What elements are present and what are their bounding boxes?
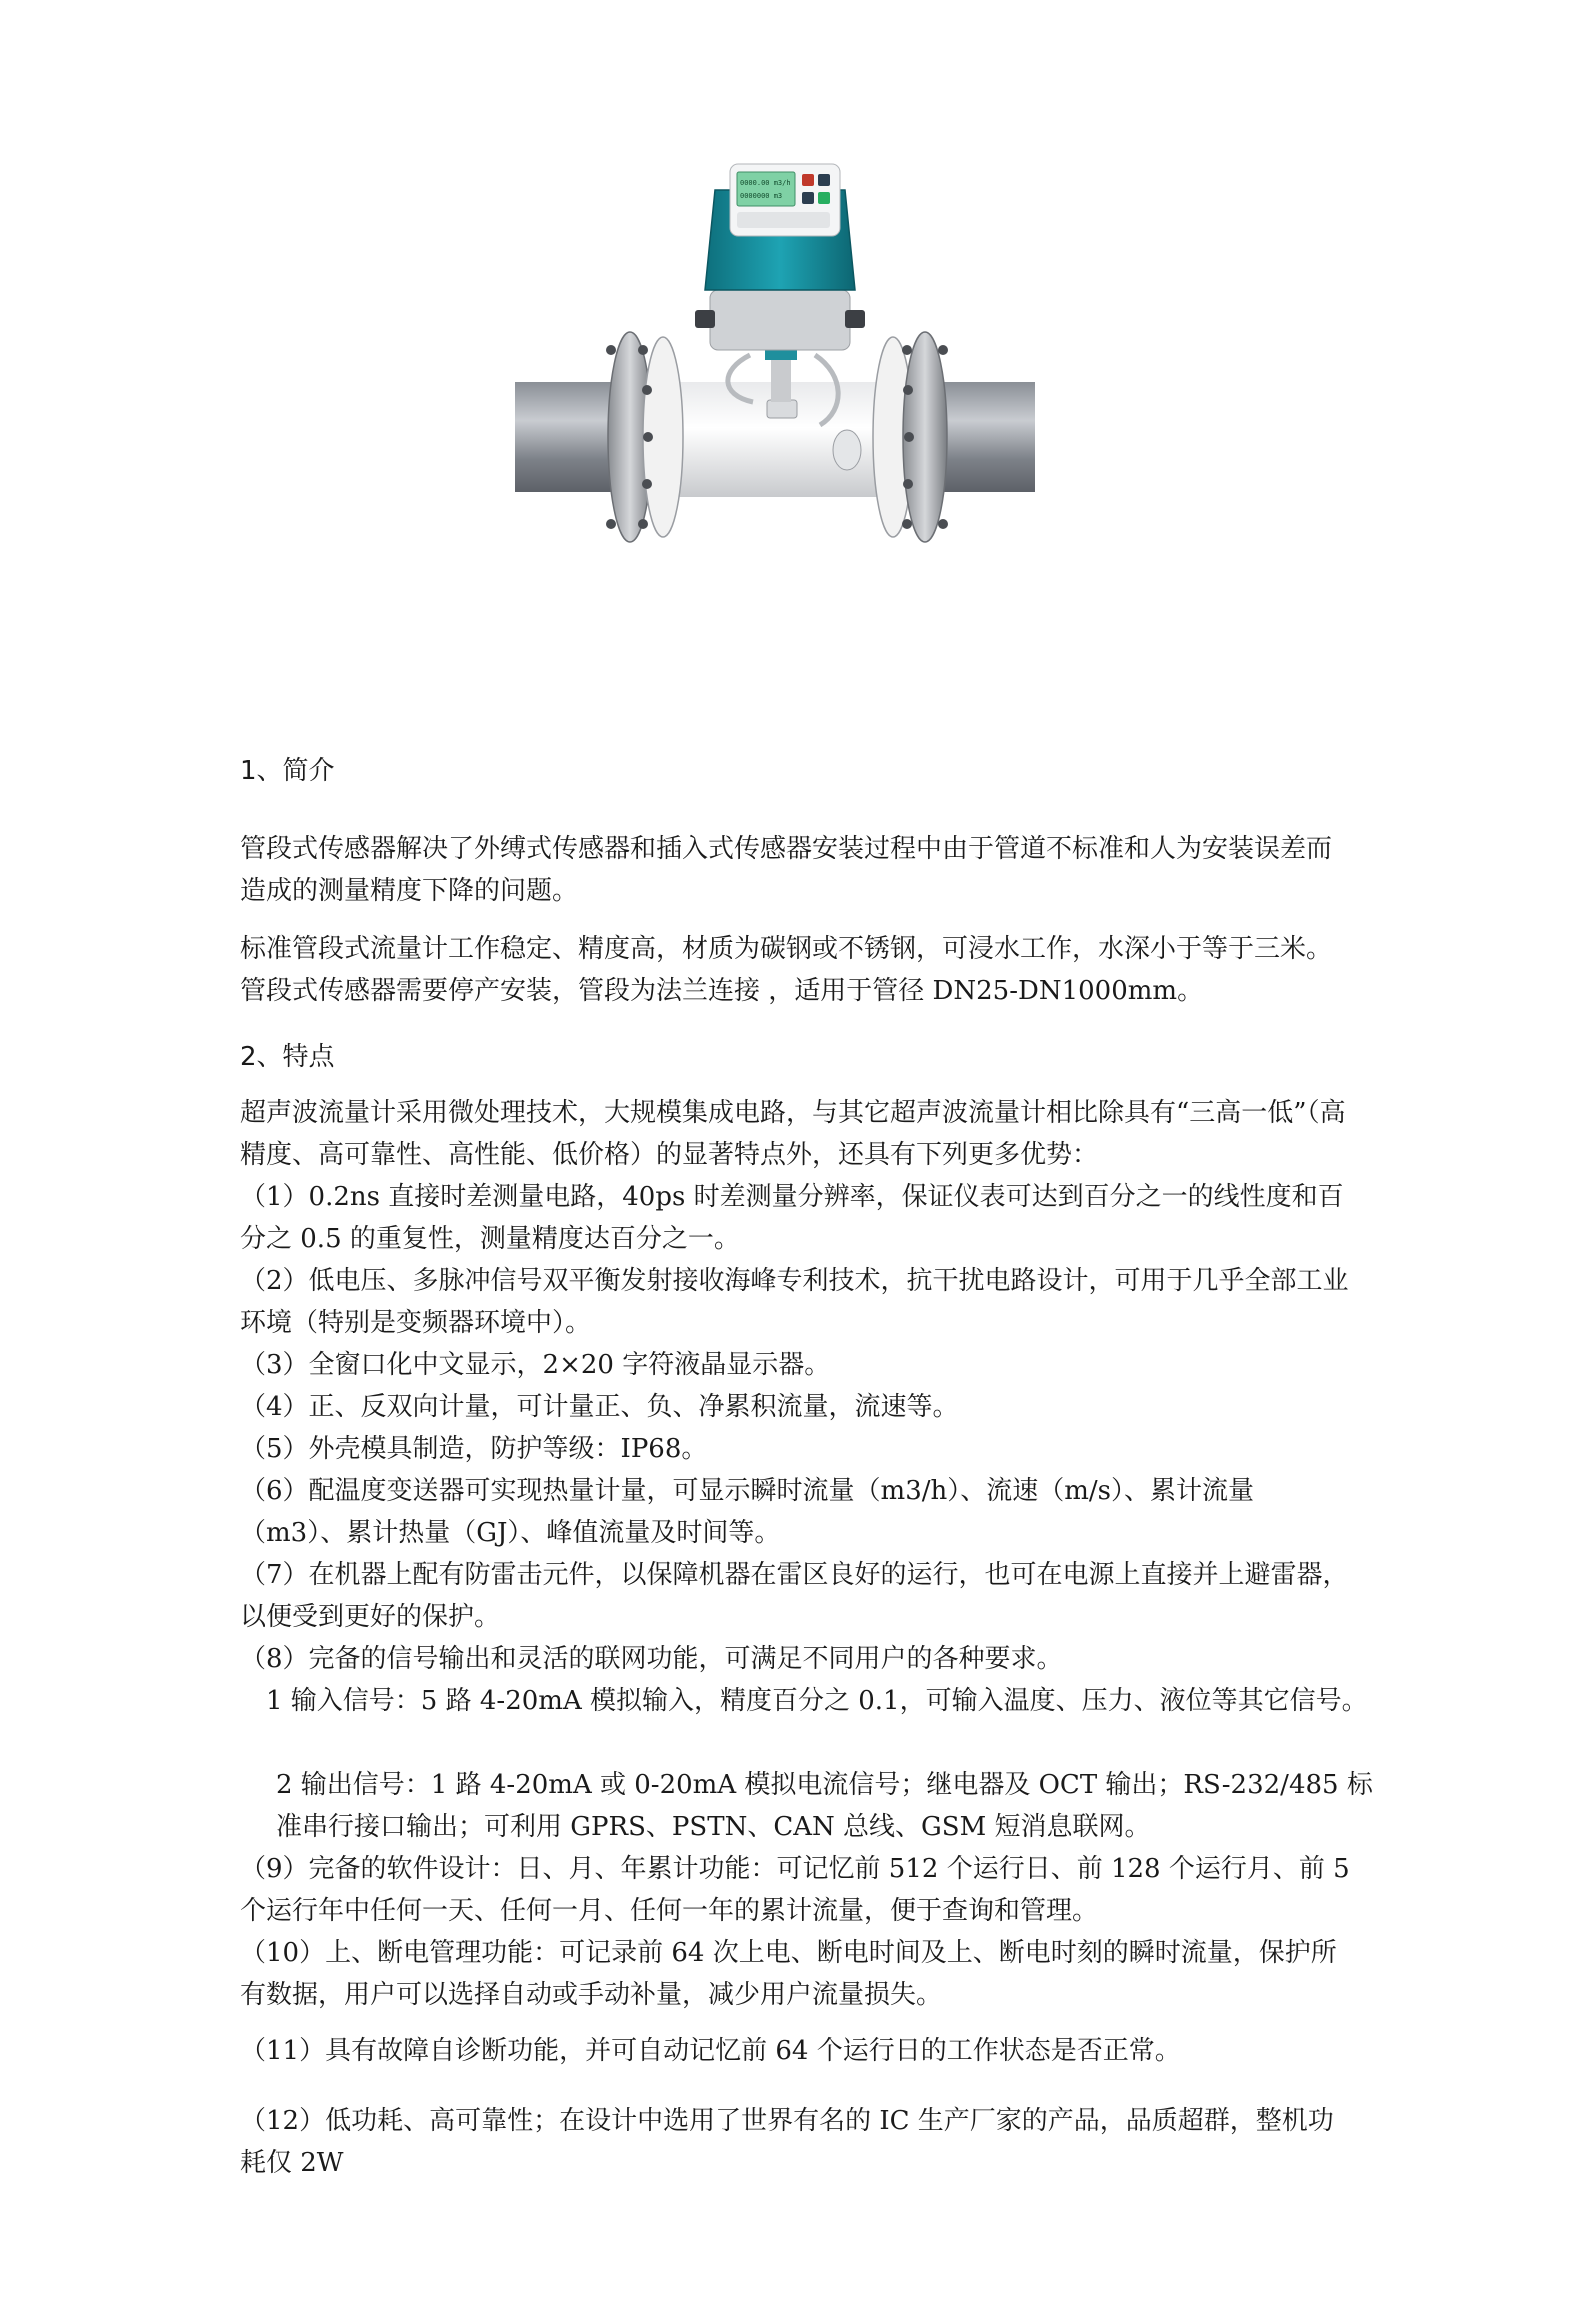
feature-item: （5）外壳模具制造，防护等级：IP68。 [240,1434,708,1464]
feature-item: （1）0.2ns 直接时差测量电路，40ps 时差测量分辨率，保证仪表可达到百分之一的线性度和百分之 0.5 的重复性，测量精度达百分之一。 [240,1182,1344,1254]
feature-item: （11）具有故障自诊断功能，并可自动记忆前 64 个运行日的工作状态是否正常。 [240,2036,1181,2066]
flowmeter-illustration [515,150,1035,590]
feature-item: （8）完备的信号输出和灵活的联网功能，可满足不同用户的各种要求。 [240,1644,1063,1674]
feature-item: （3）全窗口化中文显示，2×20 字符液晶显示器。 [240,1350,831,1380]
panel-label-strip [737,212,830,228]
feature-subitem-output: 2 输出信号：1 路 4-20mA 或 0-20mA 模拟电流信号；继电器及 OCT 输出；RS-232/485 标准串行接口输出；可利用 GPRS、PSTN、CAN 总线、GSM 短消息联网。 [276,1770,1373,1842]
intro-paragraph-1: 管段式传感器解决了外缚式传感器和插入式传感器安装过程中由于管道不标准和人为安装误差而造成的测量精度下降的问题。 [240,834,1333,906]
product-image-flowmeter [515,150,1035,590]
features-intro: 超声波流量计采用微处理技术，大规模集成电路，与其它超声波流量计相比除具有“三高一低”（高精度、高可靠性、高性能、低价格）的显著特点外，还具有下列更多优势： [240,1098,1346,1170]
feature-item: （4）正、反双向计量，可计量正、负、净累积流量，流速等。 [240,1392,959,1422]
feature-item: （6）配温度变送器可实现热量计量，可显示瞬时流量（m3/h）、流速（m/s）、累计流量（m3）、累计热量（GJ）、峰值流量及时间等。 [240,1476,1255,1548]
transducer [767,400,797,418]
intro-paragraph-2: 标准管段式流量计工作稳定、精度高，材质为碳钢或不锈钢，可浸水工作，水深小于等于三米。管段式传感器需要停产安装，管段为法兰连接 ，适用于管径 DN25-DN1000mm。 [240,934,1333,1006]
feature-item: （7）在机器上配有防雷击元件，以保障机器在雷区良好的运行，也可在电源上直接并上避雷器，以便受到更好的保护。 [240,1560,1349,1632]
cable-gland-right [845,310,865,328]
key-button-4 [818,192,830,204]
lcd-screen [737,172,795,206]
key-button-1 [802,174,814,186]
section-heading-intro: 1、简介 [240,756,335,786]
transducer-right [833,430,861,470]
lcd-line-2: 0000000 m3 [740,192,783,200]
cable-gland-left [695,310,715,328]
feature-item: （2）低电压、多脉冲信号双平衡发射接收海峰专利技术，抗干扰电路设计，可用于几乎全部工业环境（特别是变频器环境中）。 [240,1266,1349,1338]
section-heading-features: 2、特点 [240,1042,335,1072]
feature-subitem-input: 1 输入信号：5 路 4-20mA 模拟输入，精度百分之 0.1，可输入温度、压力、液位等其它信号。 [266,1686,1368,1716]
feature-item: （9）完备的软件设计：日、月、年累计功能：可记忆前 512 个运行日、前 128 个运行月、前 5 个运行年中任何一天、任何一月、任何一年的累计流量，便于查询和管理。 [240,1854,1350,1926]
feature-item: （12）低功耗、高可靠性；在设计中选用了世界有名的 IC 生产厂家的产品，品质超群，整机功耗仅 2W [240,2106,1334,2178]
key-button-2 [818,174,830,186]
feature-item: （10）上、断电管理功能：可记录前 64 次上电、断电时间及上、断电时刻的瞬时流量，保护所有数据，用户可以选择自动或手动补量，减少用户流量损失。 [240,1938,1337,2010]
housing-base [710,290,850,350]
lcd-line-1: 0000.00 m3/h [740,179,791,187]
key-button-3 [802,192,814,204]
